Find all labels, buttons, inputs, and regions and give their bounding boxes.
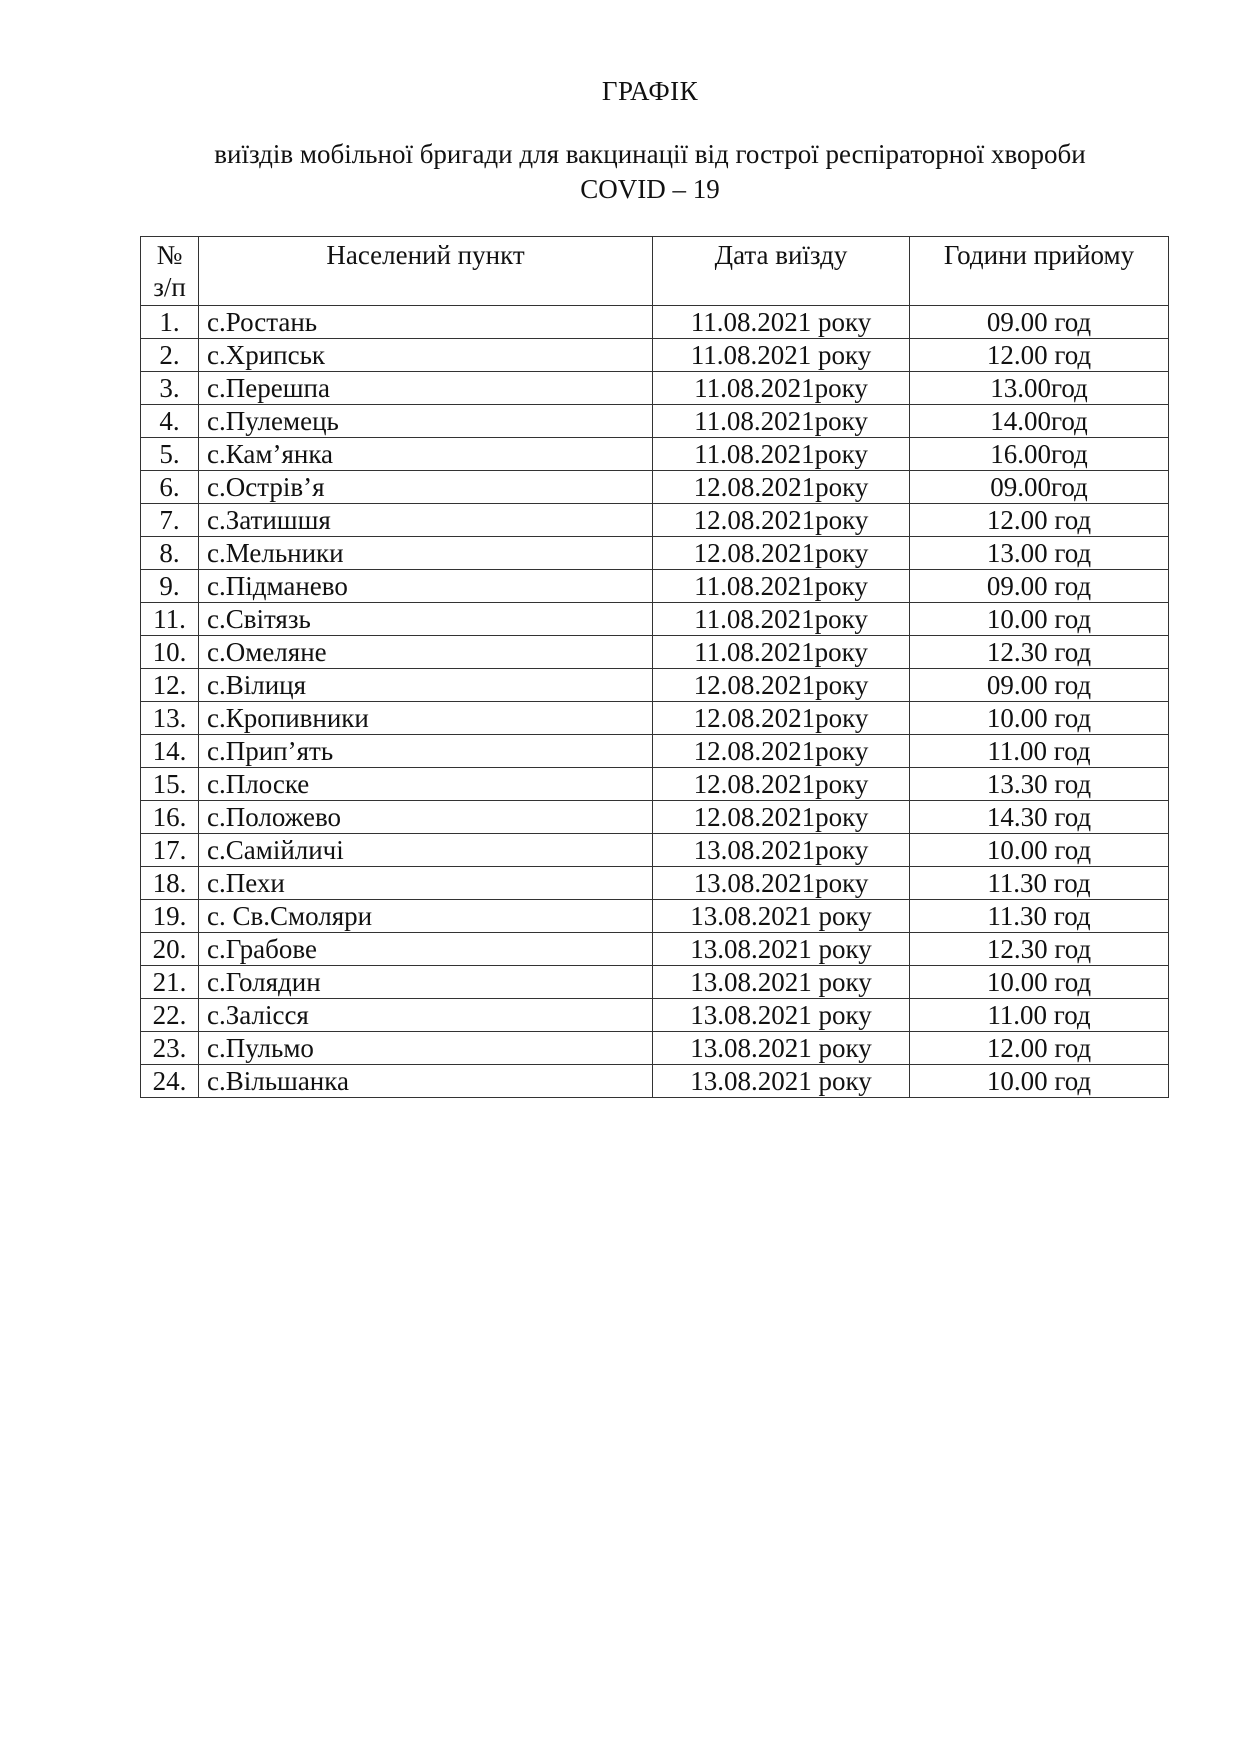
header-date: Дата виїзду (653, 237, 910, 306)
table-row (141, 570, 1169, 603)
row-place: с.Пулемець (199, 405, 653, 438)
row-date: 11.08.2021року (653, 438, 910, 471)
row-time: 10.00 год (910, 966, 1169, 999)
row-place: с.Затишшя (199, 504, 653, 537)
row-place: с.Вілиця (199, 669, 653, 702)
row-place: с.Залісся (199, 999, 653, 1032)
row-number: 10. (141, 636, 199, 669)
row-date: 12.08.2021року (653, 669, 910, 702)
table-row (141, 372, 1169, 405)
row-number: 13. (141, 702, 199, 735)
table-row (141, 405, 1169, 438)
row-time: 13.00год (910, 372, 1169, 405)
row-date: 11.08.2021 року (653, 306, 910, 339)
row-date: 11.08.2021року (653, 603, 910, 636)
table-row (141, 735, 1169, 768)
row-date: 13.08.2021 року (653, 1032, 910, 1065)
row-number: 3. (141, 372, 199, 405)
row-number: 15. (141, 768, 199, 801)
row-place: с. Св.Смоляри (199, 900, 653, 933)
row-place: с.Перешпа (199, 372, 653, 405)
row-number: 20. (141, 933, 199, 966)
row-time: 12.30 год (910, 636, 1169, 669)
row-place: с.Мельники (199, 537, 653, 570)
row-time: 12.30 год (910, 933, 1169, 966)
table-row (141, 438, 1169, 471)
row-number: 1. (141, 306, 199, 339)
subtitle-line-1: виїздів мобільної бригади для вакцинації від гострої респіраторної хвороби (214, 139, 1086, 169)
row-date: 12.08.2021року (653, 537, 910, 570)
row-time: 13.00 год (910, 537, 1169, 570)
row-date: 13.08.2021року (653, 867, 910, 900)
row-place: с.Пульмо (199, 1032, 653, 1065)
row-time: 09.00 год (910, 669, 1169, 702)
row-number: 6. (141, 471, 199, 504)
row-number: 19. (141, 900, 199, 933)
row-date: 12.08.2021року (653, 702, 910, 735)
row-time: 14.30 год (910, 801, 1169, 834)
row-time: 12.00 год (910, 339, 1169, 372)
row-date: 13.08.2021 року (653, 933, 910, 966)
row-number: 5. (141, 438, 199, 471)
row-date: 13.08.2021 року (653, 1065, 910, 1098)
row-date: 13.08.2021 року (653, 999, 910, 1032)
header-time: Години прийому (910, 237, 1169, 306)
row-place: с.Плоске (199, 768, 653, 801)
row-place: с.Кропивники (199, 702, 653, 735)
header-number (141, 237, 199, 306)
row-date: 11.08.2021 року (653, 339, 910, 372)
table-row (141, 768, 1169, 801)
row-number: 24. (141, 1065, 199, 1098)
row-place: с.Омеляне (199, 636, 653, 669)
row-date: 11.08.2021року (653, 570, 910, 603)
row-number: 22. (141, 999, 199, 1032)
row-number: 8. (141, 537, 199, 570)
row-time: 11.30 год (910, 867, 1169, 900)
row-place: с.Пехи (199, 867, 653, 900)
table-row (141, 1065, 1169, 1098)
document-subtitle (120, 137, 1180, 207)
row-number: 11. (141, 603, 199, 636)
table-row (141, 603, 1169, 636)
row-number: 12. (141, 669, 199, 702)
row-time: 12.00 год (910, 1032, 1169, 1065)
header-number-abbrev: з/п (153, 272, 186, 302)
row-number: 2. (141, 339, 199, 372)
row-number: 4. (141, 405, 199, 438)
row-number: 23. (141, 1032, 199, 1065)
row-number: 7. (141, 504, 199, 537)
table-row (141, 1032, 1169, 1065)
row-date: 11.08.2021року (653, 405, 910, 438)
header-number-symbol: № (156, 240, 183, 270)
row-place: с.Світязь (199, 603, 653, 636)
row-date: 13.08.2021 року (653, 966, 910, 999)
table-row (141, 339, 1169, 372)
row-number: 18. (141, 867, 199, 900)
row-time: 14.00год (910, 405, 1169, 438)
row-date: 12.08.2021року (653, 801, 910, 834)
table-row (141, 933, 1169, 966)
table-row (141, 801, 1169, 834)
row-place: с.Хрипськ (199, 339, 653, 372)
row-number: 17. (141, 834, 199, 867)
row-place: с.Прип’ять (199, 735, 653, 768)
table-row (141, 636, 1169, 669)
header-place: Населений пункт (199, 237, 653, 306)
row-time: 16.00год (910, 438, 1169, 471)
row-time: 12.00 год (910, 504, 1169, 537)
row-place: с.Підманево (199, 570, 653, 603)
table-row (141, 834, 1169, 867)
table-row (141, 966, 1169, 999)
row-date: 12.08.2021року (653, 768, 910, 801)
row-date: 13.08.2021 року (653, 900, 910, 933)
row-date: 12.08.2021року (653, 735, 910, 768)
document-title: ГРАФІК (601, 76, 699, 106)
row-number: 9. (141, 570, 199, 603)
row-time: 10.00 год (910, 603, 1169, 636)
table-row (141, 900, 1169, 933)
row-place: с.Ростань (199, 306, 653, 339)
row-number: 21. (141, 966, 199, 999)
row-time: 11.00 год (910, 999, 1169, 1032)
row-place: с.Грабове (199, 933, 653, 966)
row-date: 12.08.2021року (653, 504, 910, 537)
row-place: с.Кам’янка (199, 438, 653, 471)
table-row (141, 702, 1169, 735)
table-row (141, 669, 1169, 702)
row-date: 11.08.2021року (653, 636, 910, 669)
row-time: 11.30 год (910, 900, 1169, 933)
row-time: 13.30 год (910, 768, 1169, 801)
row-place: с.Вільшанка (199, 1065, 653, 1098)
row-date: 11.08.2021року (653, 372, 910, 405)
row-place: с.Голядин (199, 966, 653, 999)
row-time: 10.00 год (910, 1065, 1169, 1098)
table-body (141, 306, 1169, 1098)
row-time: 10.00 год (910, 702, 1169, 735)
row-time: 09.00 год (910, 570, 1169, 603)
row-number: 16. (141, 801, 199, 834)
row-time: 11.00 год (910, 735, 1169, 768)
row-time: 10.00 год (910, 834, 1169, 867)
schedule-table (140, 236, 1169, 1098)
table-row (141, 537, 1169, 570)
row-number: 14. (141, 735, 199, 768)
table-row (141, 471, 1169, 504)
row-date: 13.08.2021року (653, 834, 910, 867)
row-time: 09.00 год (910, 306, 1169, 339)
table-row (141, 867, 1169, 900)
table-row (141, 504, 1169, 537)
subtitle-line-2: COVID – 19 (580, 174, 720, 204)
row-place: с.Острів’я (199, 471, 653, 504)
table-row (141, 306, 1169, 339)
row-date: 12.08.2021року (653, 471, 910, 504)
row-place: с.Положево (199, 801, 653, 834)
table-row (141, 999, 1169, 1032)
table-header-row (141, 237, 1169, 306)
row-time: 09.00год (910, 471, 1169, 504)
row-place: с.Самійличі (199, 834, 653, 867)
